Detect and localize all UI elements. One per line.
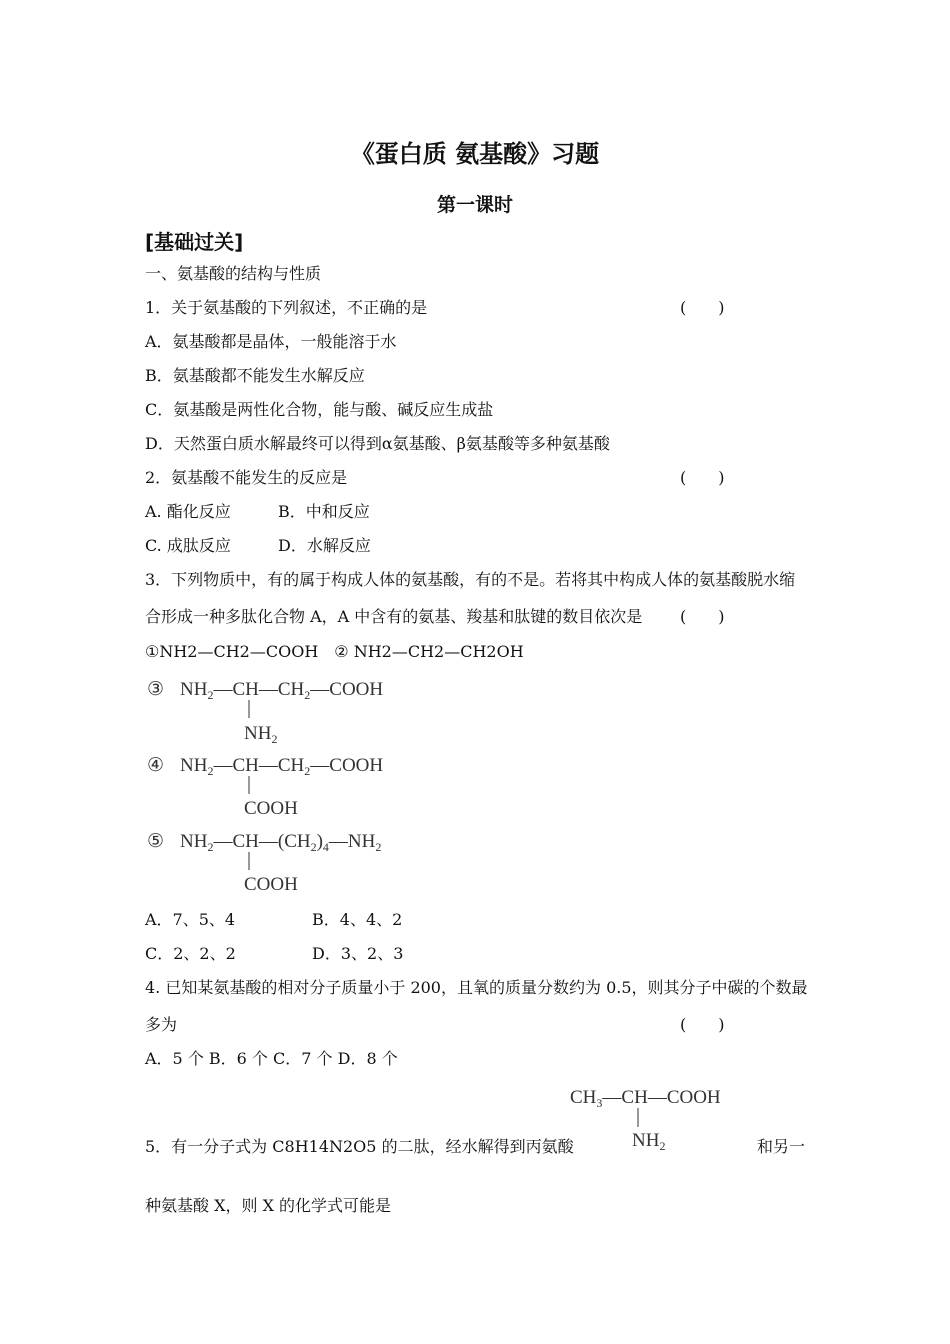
q1-option-d: D．天然蛋白质水解最终可以得到α氨基酸、β氨基酸等多种氨基酸	[145, 434, 610, 453]
svg-text:NH2—CH—(CH2)4—NH2: $NH_2—CH—(CH_2)_4—NH_2$	[180, 831, 382, 854]
svg-text:NH2: $NH_2$	[244, 723, 278, 746]
q1-answer-blank: ( )	[680, 298, 725, 317]
q2-option-d: D．水解反应	[278, 536, 371, 555]
q4-stem-line1: 4. 已知某氨基酸的相对分子质量小于 200，且氧的质量分数约为 0.5，则其分子中碳的个数最	[145, 978, 808, 997]
q3-option-a: A．7、5、4	[145, 910, 236, 929]
q3-option-b: B．4、4、2	[312, 910, 403, 929]
q4-answer-blank: ( )	[680, 1015, 725, 1034]
svg-text:NH2—CH—CH2—COOH: $NH_2—CH—CH_2—COOH$	[180, 755, 384, 778]
q5-stem-left: 5．有一分子式为 C8H14N2O5 的二肽，经水解得到丙氨酸	[145, 1137, 574, 1156]
svg-text:③: ③	[147, 679, 165, 700]
svg-text:NH2: $NH_2$	[632, 1130, 666, 1153]
page-title: 《蛋白质 氨基酸》习题	[350, 140, 600, 168]
svg-text:④: ④	[147, 755, 165, 776]
q4-stem-line2: 多为	[145, 1015, 178, 1034]
q3-answer-blank: ( )	[680, 607, 725, 626]
compound-3-formula	[147, 679, 383, 746]
svg-text:COOH: COOH	[244, 874, 298, 895]
q3-option-d: D．3、2、3	[312, 944, 404, 963]
q2-answer-blank: ( )	[680, 468, 725, 487]
q2-stem: 2．氨基酸不能发生的反应是	[145, 468, 348, 487]
compound-4-formula	[147, 755, 383, 819]
q2-option-c: C. 成肽反应	[145, 536, 231, 555]
q5-stem-line2: 种氨基酸 X，则 X 的化学式可能是	[145, 1196, 392, 1215]
svg-text:CH3—CH—COOH: $CH_3—CH—COOH$	[570, 1087, 721, 1110]
q4-options: A．5 个 B．6 个 C．7 个 D．8 个	[145, 1049, 398, 1068]
q3-compounds-1-2: ①NH2—CH2—COOH ② NH2—CH2—CH2OH	[145, 642, 524, 661]
svg-text:COOH: COOH	[244, 798, 298, 819]
compound-5-formula	[147, 831, 381, 895]
q2-option-b: B．中和反应	[278, 502, 370, 521]
q3-option-c: C．2、2、2	[145, 944, 236, 963]
alanine-formula	[570, 1087, 721, 1153]
topic-heading: 一、氨基酸的结构与性质	[145, 264, 322, 283]
section-heading: [基础过关]	[145, 230, 244, 254]
page-subtitle: 第一课时	[436, 194, 513, 216]
q5-stem-right: 和另一	[757, 1137, 806, 1156]
q3-stem-line2: 合形成一种多肽化合物 A，A 中含有的氨基、羧基和肽键的数目依次是	[145, 607, 643, 626]
q2-option-a: A. 酯化反应	[145, 502, 231, 521]
q1-option-b: B．氨基酸都不能发生水解反应	[145, 366, 365, 385]
q3-stem-line1: 3．下列物质中，有的属于构成人体的氨基酸，有的不是。若将其中构成人体的氨基酸脱水缩	[145, 570, 796, 589]
q1-option-a: A．氨基酸都是晶体，一般能溶于水	[145, 332, 397, 351]
svg-text:⑤: ⑤	[147, 831, 165, 852]
q1-option-c: C．氨基酸是两性化合物，能与酸、碱反应生成盐	[145, 400, 494, 419]
q1-stem: 1．关于氨基酸的下列叙述，不正确的是	[145, 298, 428, 317]
svg-text:NH2—CH—CH2—COOH: $NH_2—CH—CH_2—COOH$	[180, 679, 384, 702]
